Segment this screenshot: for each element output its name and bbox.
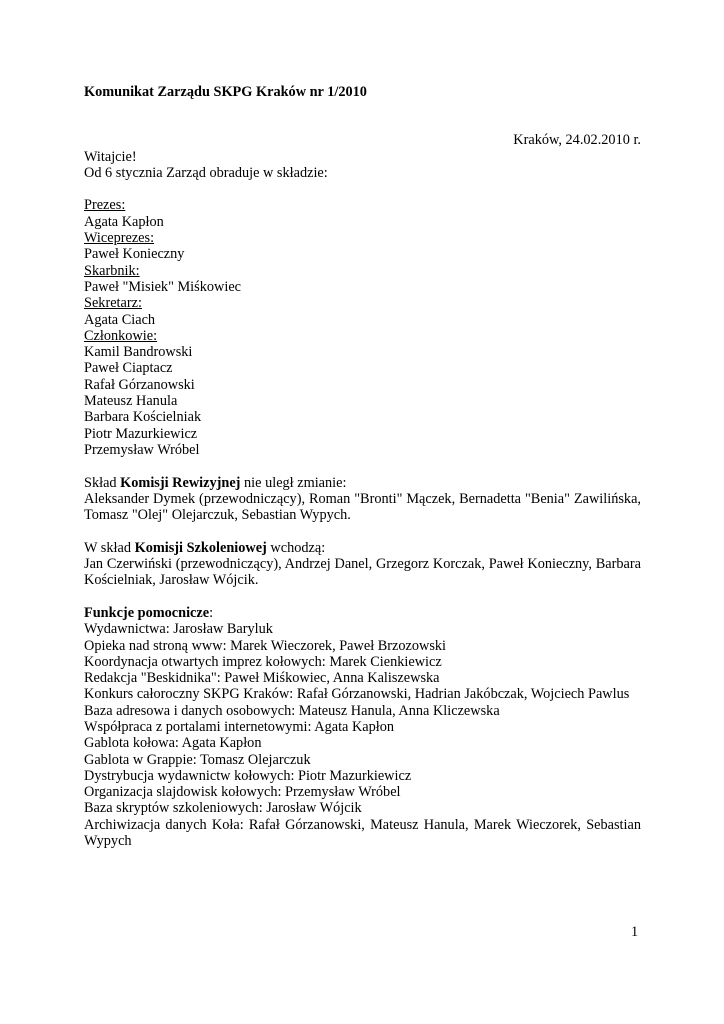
document-body (84, 84, 641, 849)
audit-suffix: nie uległ zmianie: (240, 474, 347, 491)
spacer (84, 589, 641, 605)
spacer (84, 523, 641, 539)
board-member: Rafał Górzanowski (84, 376, 195, 393)
secretary-name: Agata Ciach (84, 311, 156, 328)
page-number: 1 (631, 924, 639, 940)
function-item: Współpraca z portalami internetowymi: Agata Kapłon (84, 718, 395, 735)
document-title: Komunikat Zarządu SKPG Kraków nr 1/2010 (84, 84, 367, 100)
board-member: Barbara Kościelniak (84, 409, 202, 426)
training-suffix: wchodzą: (266, 539, 326, 556)
president-name: Agata Kapłon (84, 213, 164, 230)
function-item: Dystrybucja wydawnictw kołowych: Piotr Mazurkiewicz (84, 767, 412, 784)
audit-committee-name: Komisji Rewizyjnej (120, 474, 241, 491)
function-item: Gablota kołowa: Agata Kapłon (84, 735, 262, 752)
training-committee-section (84, 540, 641, 589)
function-item: Opieka nad stroną www: Marek Wieczorek, Paweł Brzozowski (84, 637, 447, 654)
functions-heading: Funkcje pomocnicze (84, 604, 210, 621)
functions-heading-line (84, 605, 641, 621)
function-item: Gablota w Grappie: Tomasz Olejarczuk (84, 751, 311, 768)
function-item-last: Archiwizacja danych Koła: Rafał Górzanowski, Mateusz Hanula, Marek Wieczorek, Sebastian Wypych (84, 816, 641, 850)
treasurer-label: Skarbnik: (84, 262, 140, 279)
function-item: Organizacja slajdowisk kołowych: Przemysław Wróbel (84, 784, 401, 801)
function-item: Redakcja "Beskidnika": Paweł Miśkowiec, Anna Kaliszewska (84, 670, 440, 687)
audit-committee-members: Aleksander Dymek (przewodniczący), Roman "Bronti" Mączek, Bernadetta "Benia" Zawilińska, Tomasz "Olej" Olejarczuk, Sebastian Wypych. (84, 490, 641, 524)
greeting: Witajcie! (84, 148, 137, 165)
board-member: Kamil Bandrowski (84, 344, 193, 361)
function-item: Konkurs całoroczny SKPG Kraków: Rafał Górzanowski, Hadrian Jakóbczak, Wojciech Pawlus (84, 686, 630, 703)
spacer (84, 181, 641, 197)
vice-president-name: Paweł Konieczny (84, 246, 185, 263)
training-committee-name: Komisji Szkoleniowej (134, 539, 267, 556)
intro: Od 6 stycznia Zarząd obraduje w składzie: (84, 164, 328, 181)
spacer (84, 458, 641, 474)
vice-president-label: Wiceprezes: (84, 230, 155, 247)
treasurer-name: Paweł "Misiek" Miśkowiec (84, 278, 242, 295)
board-member: Przemysław Wróbel (84, 441, 200, 458)
function-item: Baza skryptów szkoleniowych: Jarosław Wójcik (84, 800, 362, 817)
function-item: Baza adresowa i danych osobowych: Mateusz Hanula, Anna Kliczewska (84, 702, 500, 719)
training-committee-members: Jan Czerwiński (przewodniczący), Andrzej Danel, Grzegorz Korczak, Paweł Konieczny, Barbara Kościelniak, Jarosław Wójcik. (84, 556, 641, 589)
board-member: Piotr Mazurkiewicz (84, 425, 198, 442)
function-item: Wydawnictwa: Jarosław Baryluk (84, 621, 273, 638)
board-member: Paweł Ciaptacz (84, 360, 173, 377)
function-item: Koordynacja otwartych imprez kołowych: Marek Cienkiewicz (84, 653, 442, 670)
president-label: Prezes: (84, 197, 126, 214)
functions-colon: : (209, 604, 214, 621)
members-label: Członkowie: (84, 327, 158, 344)
document-date: Kraków, 24.02.2010 r. (513, 132, 641, 149)
board-member: Mateusz Hanula (84, 393, 178, 410)
audit-committee-section (84, 475, 641, 524)
secretary-label: Sekretarz: (84, 295, 142, 312)
audit-prefix: Skład (84, 474, 121, 491)
training-prefix: W skład (84, 539, 135, 556)
